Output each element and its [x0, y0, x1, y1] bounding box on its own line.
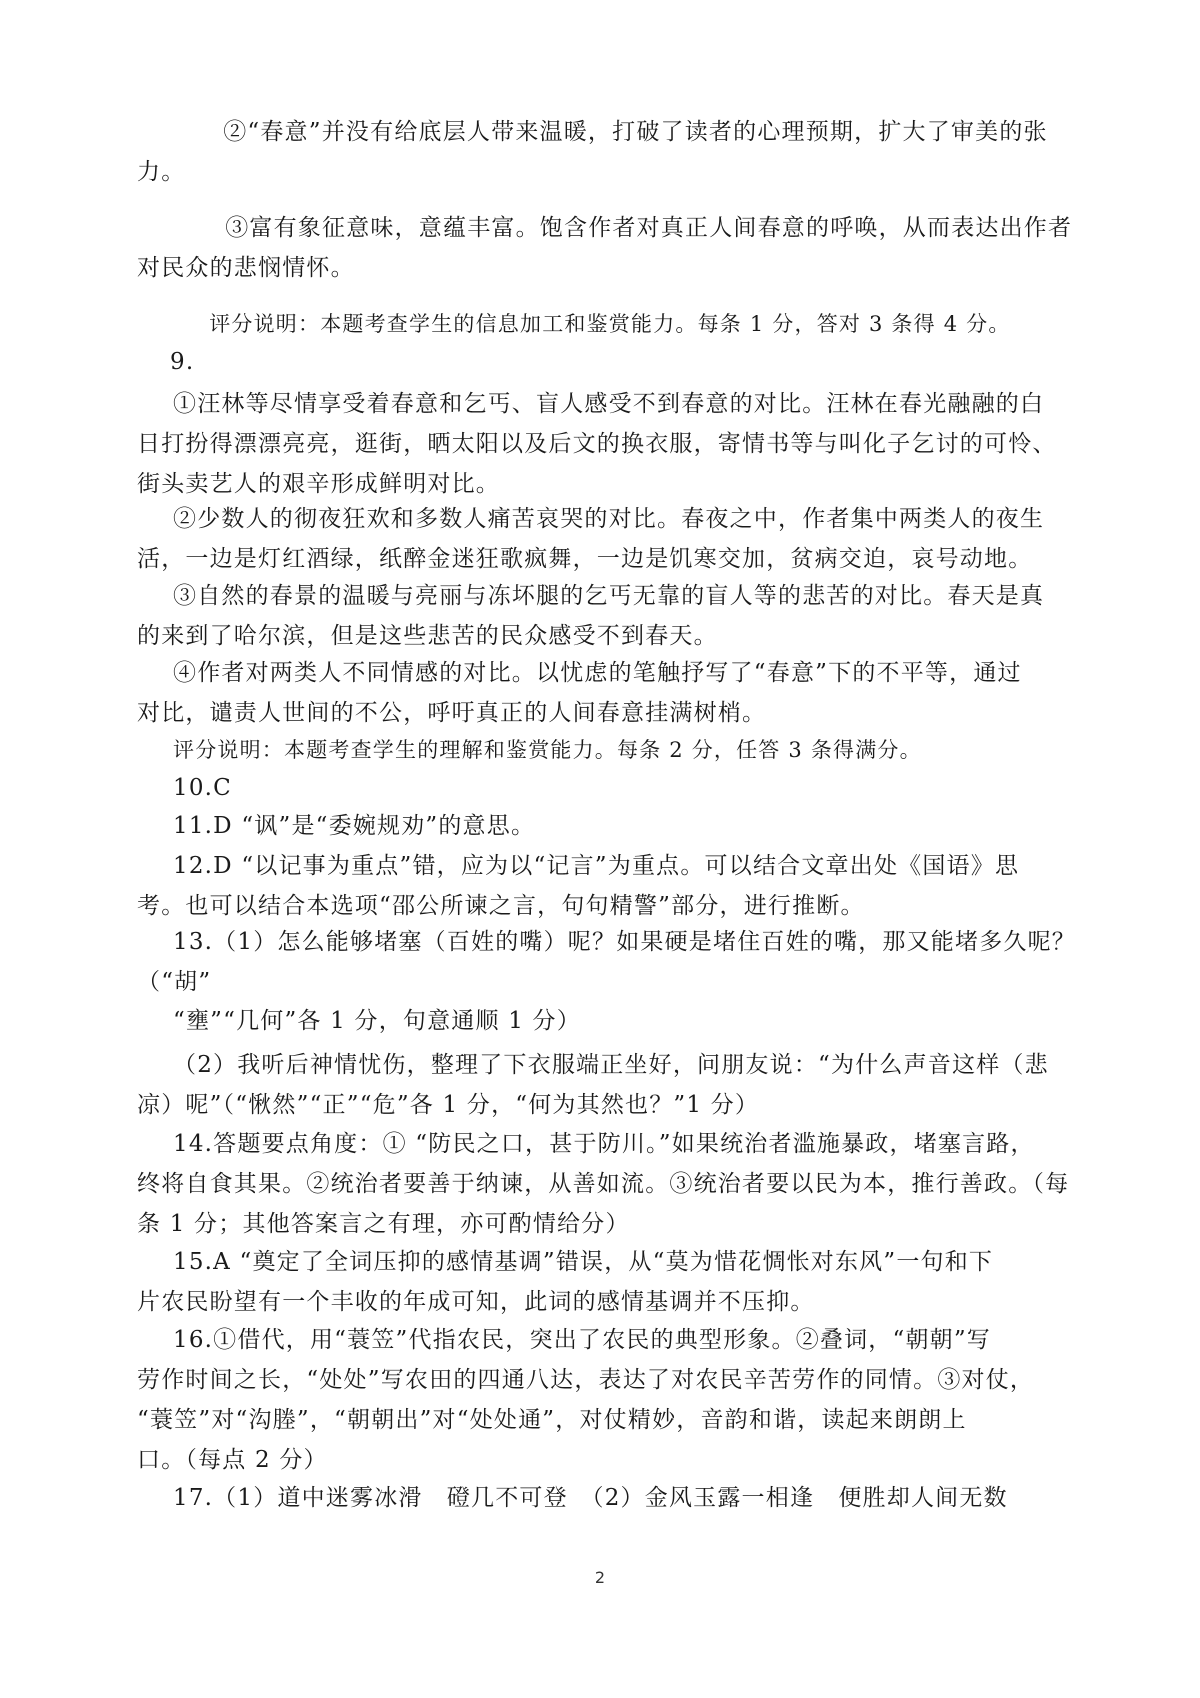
text-line: 9. — [170, 349, 195, 375]
text-line: ②少数人的彻夜狂欢和多数人痛苦哀哭的对比。春夜之中，作者集中两类人的夜生 — [173, 506, 1045, 532]
text-line: ③富有象征意味，意蕴丰富。饱含作者对真正人间春意的呼唤，从而表达出作者 — [201, 215, 1073, 241]
text-line: 16.①借代，用“蓑笠”代指农民，突出了农民的典型形象。②叠词，“朝朝”写 — [173, 1327, 992, 1353]
text-line: ②“春意”并没有给底层人带来温暖，打破了读者的心理预期，扩大了审美的张 — [199, 119, 1048, 145]
text-line: 日打扮得漂漂亮亮，逛街，晒太阳以及后文的换衣服，寄情书等与叫化子乞讨的可怜、 — [137, 431, 1057, 457]
text-line: （“胡” — [137, 969, 212, 995]
text-line: 对比，谴责人世间的不公，呼吁真正的人间春意挂满树梢。 — [137, 700, 767, 726]
text-line: 活，一边是灯红酒绿，纸醉金迷狂歌疯舞，一边是饥寒交加，贫病交迫，哀号动地。 — [137, 546, 1033, 572]
text-line: 对民众的悲悯情怀。 — [137, 255, 355, 281]
answer-12 — [137, 846, 1053, 926]
answer-9-point-4 — [137, 653, 1053, 733]
text-line: 劳作时间之长，“处处”写农田的四通八达，表达了对农民辛苦劳作的同情。③对仗， — [137, 1367, 1035, 1393]
text-line: 街头卖艺人的艰辛形成鲜明对比。 — [137, 471, 500, 497]
text-line: 力。 — [137, 159, 186, 185]
text-line: 片农民盼望有一个丰收的年成可知，此词的感情基调并不压抑。 — [137, 1289, 815, 1315]
text-line: （2）我听后神情忧伤，整理了下衣服端正坐好，问朋友说：“为什么声音这样（悲 — [173, 1052, 1049, 1078]
answer-13-part-2 — [137, 1045, 1053, 1125]
answer-9-point-2 — [137, 499, 1053, 579]
text-line: 口。（每点 2 分） — [137, 1447, 328, 1473]
answer-15 — [137, 1242, 1053, 1322]
text-line: “蓑笠”对“沟塍”，“朝朝出”对“处处通”，对仗精妙，音韵和谐，读起来朗朗上 — [137, 1407, 967, 1433]
text-line: 评分说明：本题考查学生的信息加工和鉴赏能力。每条 1 分，答对 3 条得 4 分。 — [187, 312, 1011, 336]
text-line: 11.D “讽”是“委婉规劝”的意思。 — [173, 813, 536, 839]
scoring-note-9 — [173, 730, 1053, 770]
text-line: ④作者对两类人不同情感的对比。以忧虑的笔触抒写了“春意”下的不平等，通过 — [173, 660, 1022, 686]
answer-10 — [173, 768, 1053, 808]
text-line: 10.C — [173, 775, 232, 801]
answer-11 — [173, 806, 1053, 846]
text-line: 终将自食其果。②统治者要善于纳谏，从善如流。③统治者要以民为本，推行善政。（每 — [137, 1171, 1070, 1197]
answer-9-point-3 — [137, 576, 1053, 656]
answer-17 — [173, 1478, 1053, 1518]
answer-16 — [137, 1320, 1053, 1480]
text-line: 评分说明：本题考查学生的理解和鉴赏能力。每条 2 分，任答 3 条得满分。 — [173, 738, 922, 762]
text-line: 条 1 分；其他答案言之有理，亦可酌情给分） — [137, 1211, 630, 1237]
text-line: 凉）呢”（“愀然”“正”“危”各 1 分，“何为其然也？”1 分） — [137, 1092, 760, 1118]
text-line: 的来到了哈尔滨，但是这些悲苦的民众感受不到春天。 — [137, 623, 718, 649]
text-line: 13.（1）怎么能够堵塞（百姓的嘴）呢？如果硬是堵住百姓的嘴，那又能堵多久呢？ — [173, 929, 1077, 955]
text-line: 14.答题要点角度：① “防民之口，甚于防川。”如果统治者滥施暴政，堵塞言路， — [173, 1131, 1035, 1157]
page-number: 2 — [594, 1568, 606, 1587]
text-line: 17.（1）道中迷雾冰滑 磴几不可登 （2）金风玉露一相逢 便胜却人间无数 — [173, 1485, 1008, 1511]
text-line: 15.A “奠定了全词压抑的感情基调”错误，从“莫为惜花惆怅对东风”一句和下 — [173, 1249, 994, 1275]
scoring-note-8 — [187, 304, 1067, 344]
text-line: 12.D “以记事为重点”错，应为以“记言”为重点。可以结合文章出处《国语》思 — [173, 853, 1020, 879]
answer-13-scoring — [173, 1001, 1053, 1041]
text-line: ③自然的春景的温暖与亮丽与冻坏腿的乞丐无靠的盲人等的悲苦的对比。春天是真 — [173, 583, 1045, 609]
answer-9-point-1 — [137, 384, 1057, 504]
text-line: ①汪林等尽情享受着春意和乞丐、盲人感受不到春意的对比。汪林在春光融融的白 — [173, 391, 1045, 417]
answer-13-part-1 — [137, 922, 1077, 1002]
answer-8-point-3 — [137, 208, 1073, 288]
answer-8-point-2 — [137, 112, 1067, 192]
text-line: 考。也可以结合本选项“邵公所谏之言，句句精警”部分，进行推断。 — [137, 893, 865, 919]
answer-14 — [137, 1124, 1070, 1244]
question-9-label — [170, 342, 1050, 382]
text-line: “壅”“几何”各 1 分，句意通顺 1 分） — [173, 1008, 581, 1034]
